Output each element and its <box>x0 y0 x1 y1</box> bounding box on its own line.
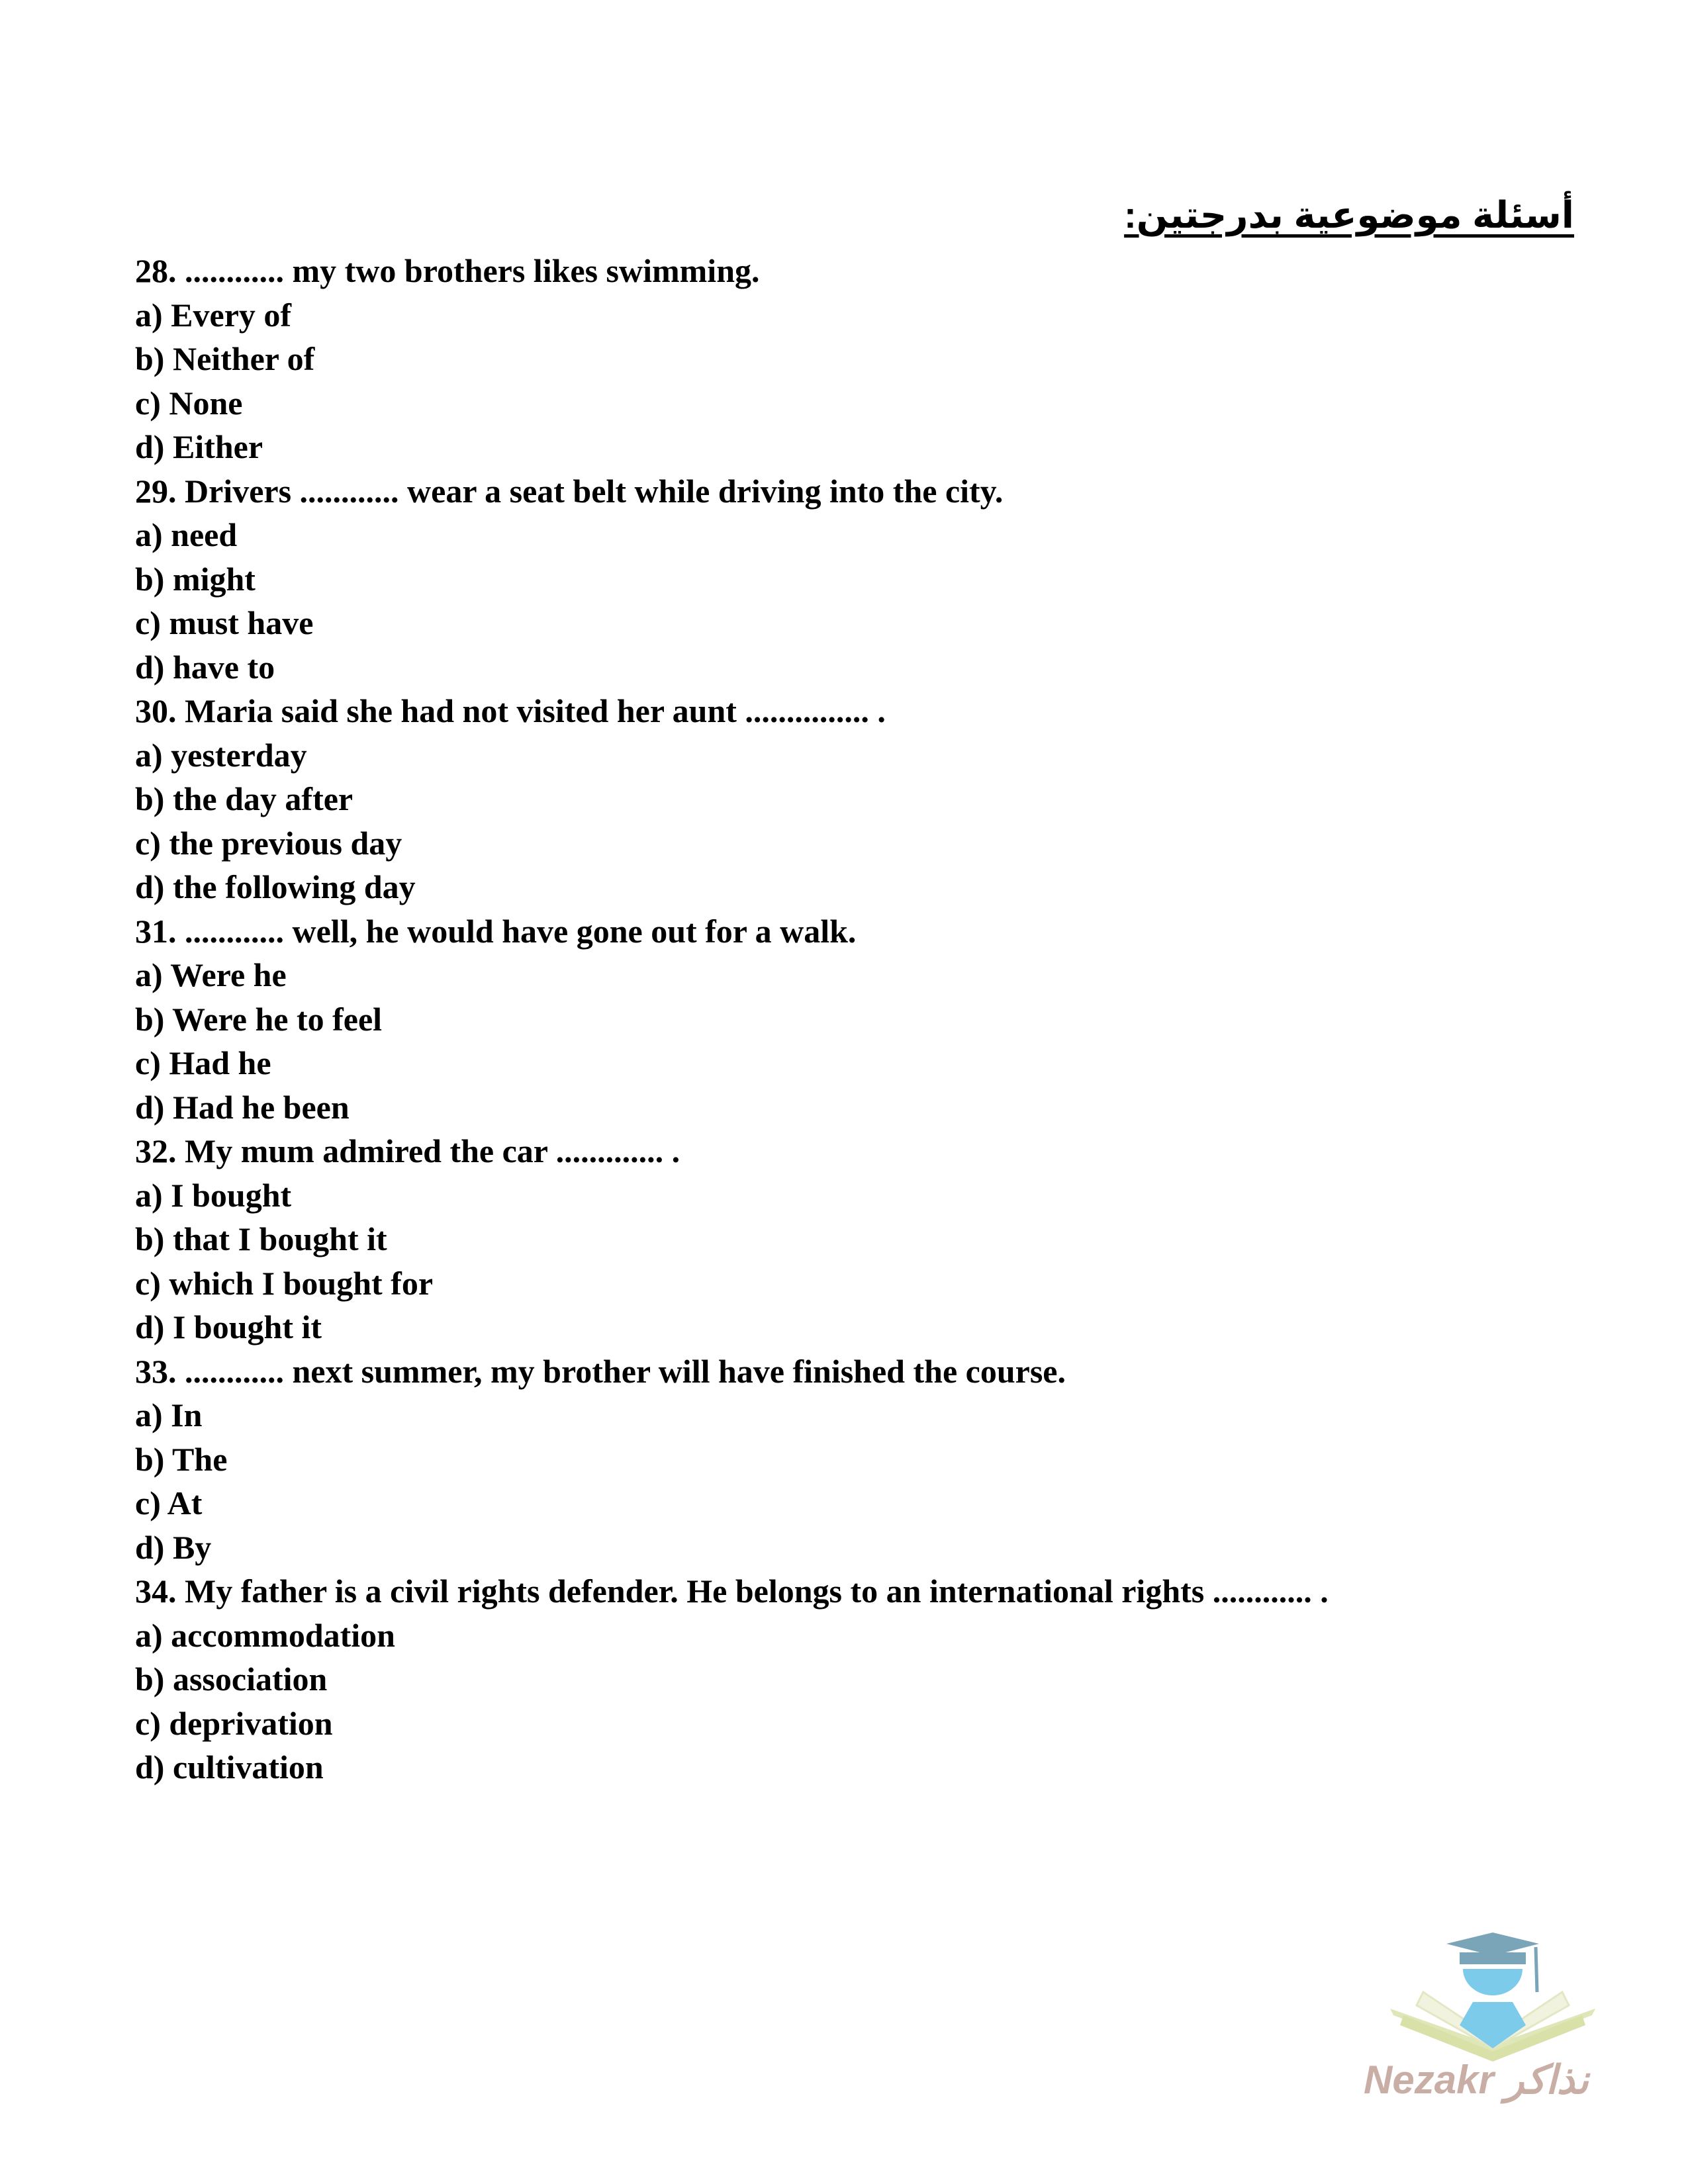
answer-option: c) Had he <box>135 1044 271 1081</box>
answer-option: d) Either <box>135 428 263 465</box>
answer-option: a) Every of <box>135 296 292 334</box>
answer-option: c) None <box>135 384 243 422</box>
answer-option: b) might <box>135 560 256 598</box>
nezakr-logo <box>1350 1906 1635 2105</box>
answer-option: b) that I bought it <box>135 1220 387 1257</box>
question-text: 30. Maria said she had not visited her aunt ............... . <box>135 692 886 729</box>
answer-option: d) By <box>135 1528 212 1566</box>
question-text: 28. ............ my two brothers likes swimming. <box>135 252 760 289</box>
answer-option: a) In <box>135 1396 203 1433</box>
answer-option: b) Neither of <box>135 340 315 377</box>
answer-option: d) the following day <box>135 868 416 905</box>
answer-option: c) deprivation <box>135 1704 333 1742</box>
answer-option: d) cultivation <box>135 1749 324 1786</box>
answer-option: b) association <box>135 1661 328 1698</box>
answer-option: d) have to <box>135 648 275 686</box>
question-text: 34. My father is a civil rights defender. He belongs to an international rights ............ . <box>135 1572 1329 1610</box>
answer-option: d) Had he been <box>135 1088 350 1126</box>
question-text: 33. ............ next summer, my brother will have finished the course. <box>135 1352 1066 1390</box>
answer-option: a) accommodation <box>135 1616 395 1654</box>
answer-option: b) the day after <box>135 780 353 817</box>
question-list <box>135 249 1329 1790</box>
section-title: أسئلة موضوعية بدرجتين: <box>1124 194 1574 236</box>
answer-option: a) yesterday <box>135 736 307 774</box>
logo-text: Nezakr نذاكر <box>1364 2058 1589 2102</box>
answer-option: b) Were he to feel <box>135 1000 383 1038</box>
answer-option: c) the previous day <box>135 824 402 862</box>
answer-option: a) need <box>135 516 238 553</box>
answer-option: a) Were he <box>135 956 287 993</box>
answer-option: a) I bought <box>135 1176 292 1214</box>
answer-option: b) The <box>135 1440 228 1478</box>
question-text: 32. My mum admired the car ............. . <box>135 1132 680 1169</box>
answer-option: c) which I bought for <box>135 1264 434 1302</box>
answer-option: c) At <box>135 1484 203 1522</box>
answer-option: c) must have <box>135 604 314 641</box>
question-text: 29. Drivers ............ wear a seat belt while driving into the city. <box>135 472 1004 510</box>
question-text: 31. ............ well, he would have gone out for a walk. <box>135 912 857 950</box>
answer-option: d) I bought it <box>135 1308 322 1345</box>
